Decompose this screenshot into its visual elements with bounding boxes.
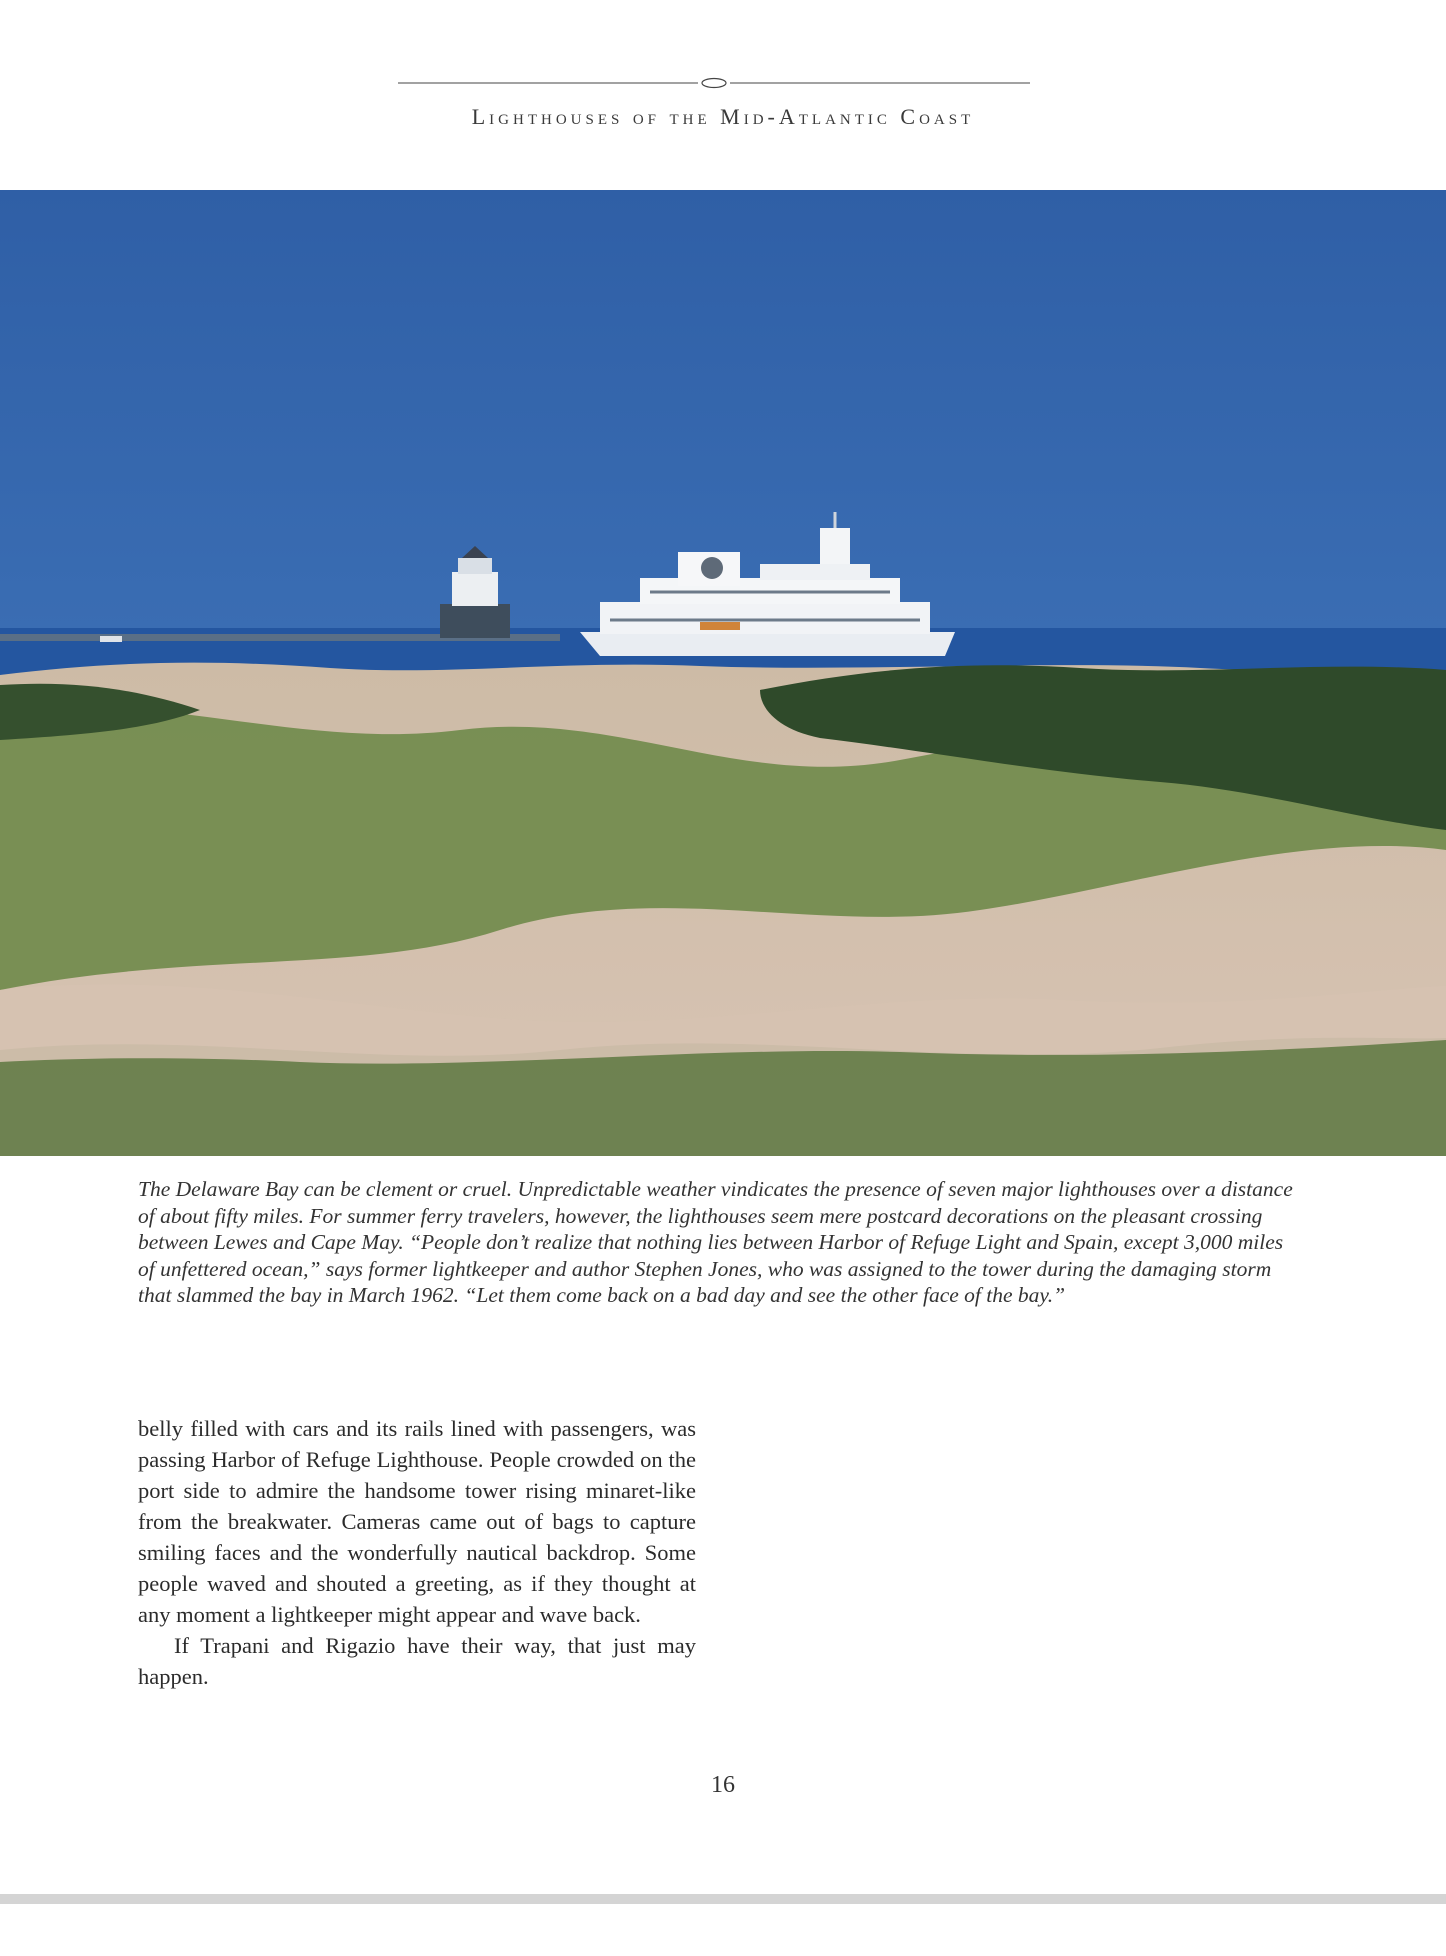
small-boat <box>100 636 122 642</box>
photo-caption: The Delaware Bay can be clement or cruel. Unpredictable weather vindicates the presence of seven major lighthouses over a distance of about fifty miles. For summer ferry travelers, however, the lighthouses seem mere postcard decorations on the pleasant crossing between Lewes and Cape May. “People don’t realize that nothing lies between Harbor of Refuge Light and Spain, except 3,000 miles of unfettered ocean,” says former lightkeeper and author Stephen Jones, who was assigned to the tower during the damaging storm that slammed the bay in March 1962. “Let them come back on a bad day and see the other face of the bay.” <box>138 1177 1293 1307</box>
running-title: Lighthouses of the Mid-Atlantic Coast <box>471 104 975 129</box>
paragraph: If Trapani and Rigazio have their way, that just may happen. <box>138 1633 696 1689</box>
page-number: 16 <box>711 1772 735 1798</box>
header-ornament-rule <box>398 77 1030 89</box>
ferry-lighthouse-photo <box>0 190 1446 1156</box>
paragraph: belly filled with cars and its rails lined with passengers, was passing Harbor of Refuge Lighthouse. People crowded on the port side to admire the handsome tower rising minaret-like from the breakwater. Cameras came out of bags to capture smiling faces and the wonderfully nautical backdrop. Some people waved and shouted a greeting, as if they thought at any moment a lightkeeper might appear and wave back. <box>138 1416 696 1627</box>
page-footer-bar <box>0 1894 1446 1904</box>
body-text <box>138 1413 696 1692</box>
